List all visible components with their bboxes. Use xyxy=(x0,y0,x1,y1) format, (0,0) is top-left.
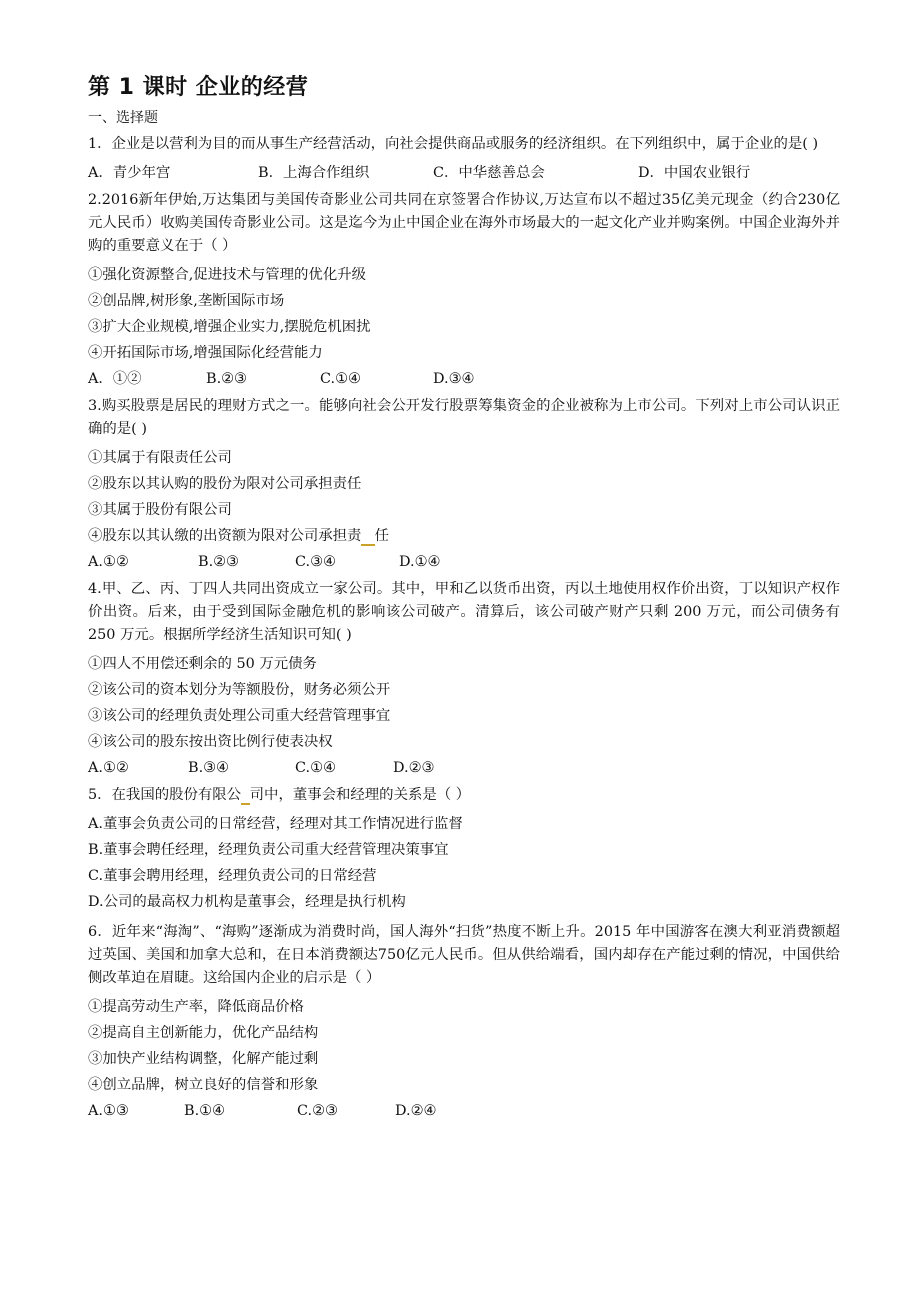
answer-options xyxy=(88,160,840,186)
question-stem: 6．近年来“海淘”、“海购”逐渐成为消费时尚，国人海外“扫货”热度不断上升。2015 年中国游客在澳大利亚消费额超过英国、美国和加拿大总和，在日本消费额达750亿元人民币。但从供给端看，国内却存在产能过剩的情况，中国供给侧改革迫在眉睫。这给国内企业的启示是（ ） xyxy=(88,924,840,986)
question-stem xyxy=(88,784,840,807)
lesson-title: 第 1 课时 企业的经营 xyxy=(88,75,309,100)
question-stem: 4.甲、乙、丙、丁四人共同出资成立一家公司。其中，甲和乙以货币出资，丙以土地使用权作价出资，丁以知识产权作价出资。后来，由于受到国际金融危机的影响该公司破产。清算后，该公司破产财产只剩 200 万元，而公司债务有 250 万元。根据所学经济生活知识可知( ) xyxy=(88,581,840,643)
statement-item: ②创品牌,树形象,垄断国际市场 xyxy=(88,293,285,309)
statement-item: ②该公司的资本划分为等额股份，财务必须公开 xyxy=(88,682,391,698)
section-heading: 一、选择题 xyxy=(88,110,158,126)
statement-item: ③其属于股份有限公司 xyxy=(88,502,232,518)
statement-item: ②提高自主创新能力，优化产品结构 xyxy=(88,1025,319,1041)
statement-item: ③扩大企业规模,增强企业实力,摆脱危机困扰 xyxy=(88,319,371,335)
question-3 xyxy=(88,395,840,575)
question-stem: 1．企业是以营利为目的而从事生产经营活动，向社会提供商品或服务的经济组织。在下列组织中，属于企业的是( ) xyxy=(88,136,819,152)
option-b: B.董事会聘任经理，经理负责公司重大经营管理决策事宜 xyxy=(88,842,449,858)
statement-item: ②股东以其认购的股份为限对公司承担责任 xyxy=(88,476,362,492)
option-b: B.②③ xyxy=(206,371,247,387)
option-a: A.①② xyxy=(88,554,129,570)
answer-options xyxy=(88,755,840,781)
underline-mark xyxy=(241,787,250,805)
option-d: D.②③ xyxy=(393,760,435,776)
stem-text-end: 司中，董事会和经理的关系是（ ） xyxy=(249,787,471,803)
option-d: D.③④ xyxy=(433,371,475,387)
question-1 xyxy=(88,133,840,186)
statement-text-end: 任 xyxy=(374,528,389,544)
question-5 xyxy=(88,784,840,915)
option-b: B.②③ xyxy=(198,554,239,570)
question-4 xyxy=(88,578,840,781)
option-b: B．上海合作组织 xyxy=(258,165,370,181)
statement-item xyxy=(88,523,840,549)
option-a: A.①③ xyxy=(88,1103,129,1119)
option-c: C．中华慈善总会 xyxy=(433,165,545,181)
option-d: D.公司的最高权力机构是董事会，经理是执行机构 xyxy=(88,894,406,910)
statement-item: ③加快产业结构调整，化解产能过剩 xyxy=(88,1051,319,1067)
option-c: C.②③ xyxy=(297,1103,338,1119)
option-b: B.③④ xyxy=(188,760,229,776)
option-c: C.③④ xyxy=(295,554,336,570)
statement-item: ④开拓国际市场,增强国际化经营能力 xyxy=(88,345,323,361)
statement-item: ③该公司的经理负责处理公司重大经营管理事宜 xyxy=(88,708,391,724)
option-a: A.董事会负责公司的日常经营，经理对其工作情况进行监督 xyxy=(88,816,463,832)
option-c: C.①④ xyxy=(295,760,336,776)
statement-text: ④股东以其认缴的出资额为限对公司承担责 xyxy=(88,528,362,544)
option-d: D.②④ xyxy=(395,1103,437,1119)
stem-text: 5．在我国的股份有限公 xyxy=(88,787,242,803)
question-6 xyxy=(88,921,840,1124)
answer-options xyxy=(88,1098,840,1124)
question-2 xyxy=(88,189,840,392)
question-stem: 3.购买股票是居民的理财方式之一。能够向社会公开发行股票筹集资金的企业被称为上市公司。下列对上市公司认识正确的是( ) xyxy=(88,398,840,437)
statement-item: ④创立品牌，树立良好的信誉和形象 xyxy=(88,1077,319,1093)
option-a: A．①② xyxy=(88,371,142,387)
statement-item: ①强化资源整合,促进技术与管理的优化升级 xyxy=(88,267,366,283)
underline-mark xyxy=(361,528,374,546)
option-d: D．中国农业银行 xyxy=(638,165,751,181)
option-a: A．青少年宫 xyxy=(88,165,171,181)
statement-item: ④该公司的股东按出资比例行使表决权 xyxy=(88,734,333,750)
question-stem: 2.2016新年伊始,万达集团与美国传奇影业公司共同在京签署合作协议,万达宣布以不超过35亿美元现金（约合230亿元人民币）收购美国传奇影业公司。这是迄今为止中国企业在海外市场最大的一起文化产业并购案例。中国企业海外并购的重要意义在于（ ） xyxy=(88,192,840,254)
option-a: A.①② xyxy=(88,760,129,776)
statement-item: ①提高劳动生产率，降低商品价格 xyxy=(88,999,304,1015)
document-page xyxy=(88,70,840,1127)
statement-item: ①其属于有限责任公司 xyxy=(88,450,232,466)
option-b: B.①④ xyxy=(184,1103,225,1119)
statement-item: ①四人不用偿还剩余的 50 万元债务 xyxy=(88,656,317,672)
option-d: D.①④ xyxy=(399,554,441,570)
answer-options xyxy=(88,549,840,575)
answer-options xyxy=(88,366,840,392)
option-c: C.董事会聘用经理，经理负责公司的日常经营 xyxy=(88,868,377,884)
option-c: C.①④ xyxy=(320,371,361,387)
